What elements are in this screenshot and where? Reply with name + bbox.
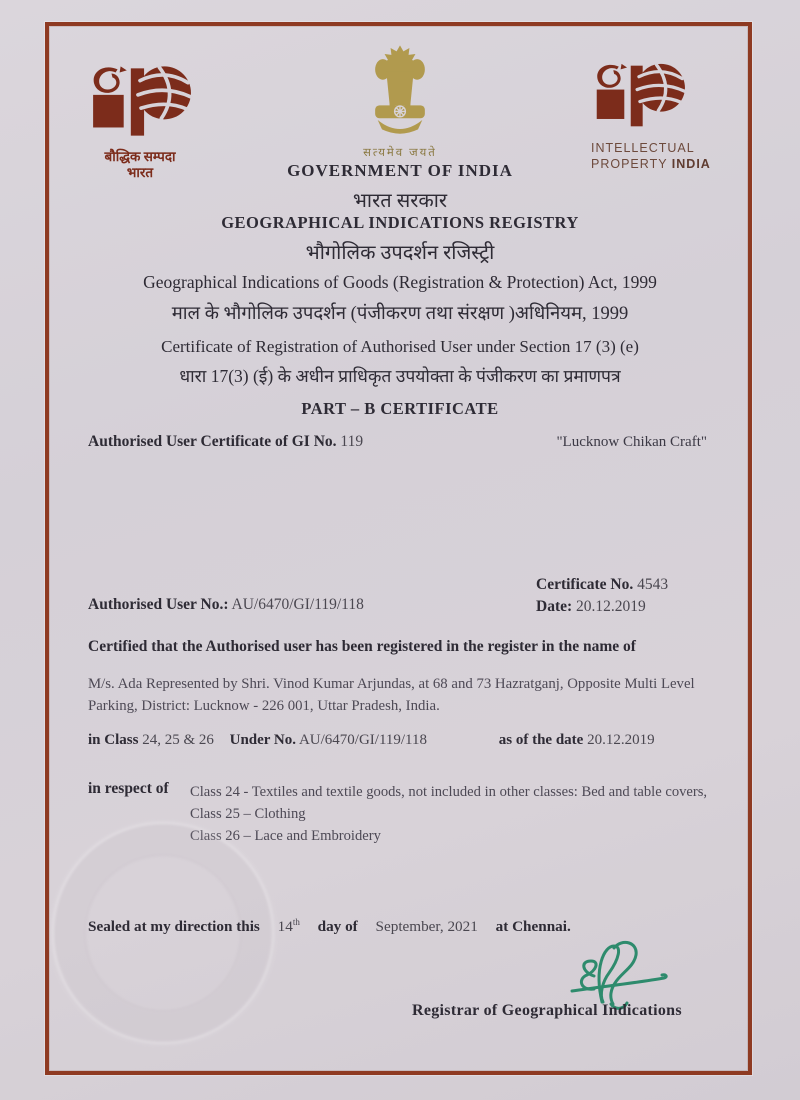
ip-india-logo-right bbox=[591, 62, 741, 172]
day-number: 14 bbox=[277, 918, 293, 936]
as-of-date-value: 20.12.2019 bbox=[587, 732, 655, 748]
sealed-at-direction-line bbox=[88, 917, 571, 936]
sealed-label: Sealed at my direction this bbox=[88, 918, 260, 936]
date-line bbox=[536, 596, 668, 618]
under-no-value: AU/6470/GI/119/118 bbox=[298, 732, 428, 748]
government-of-india-title-hindi: भारत सरकार bbox=[352, 190, 448, 212]
ip-india-left-caption bbox=[74, 149, 206, 180]
class-registration-line bbox=[88, 732, 655, 749]
ashoka-emblem-icon bbox=[356, 125, 444, 142]
emblem-motto: सत्यमेव जयते bbox=[363, 147, 437, 159]
gi-registry-title: GEOGRAPHICAL INDICATIONS REGISTRY bbox=[221, 213, 579, 232]
part-b-certificate-title: PART – B CERTIFICATE bbox=[301, 399, 499, 418]
gi-number-value: 119 bbox=[340, 433, 364, 450]
gi-number-label: Authorised User Certificate of GI No. bbox=[88, 433, 337, 450]
authorised-user-no-line bbox=[88, 596, 364, 614]
certificate-title-hindi: धारा 17(3) (ई) के अधीन प्राधिकृत उपयोक्ता के पंजीकरण का प्रमाणपत्र bbox=[179, 366, 621, 386]
caption-property: PROPERTY bbox=[591, 156, 668, 171]
registrar-title: Registrar of Geographical Indications bbox=[412, 1002, 682, 1019]
ip-logo-icon bbox=[591, 117, 687, 134]
gi-number-line bbox=[88, 433, 363, 451]
caption-line-2: भारत bbox=[126, 164, 154, 180]
government-of-india-title: GOVERNMENT OF INDIA bbox=[287, 161, 513, 180]
day-value bbox=[278, 918, 300, 935]
authorised-user-no-value: AU/6470/GI/119/118 bbox=[231, 596, 364, 613]
ip-india-right-caption bbox=[591, 141, 741, 172]
act-title-hindi: माल के भौगोलिक उपदर्शन (पंजीकरण तथा संरक्षण )अधिनियम, 1999 bbox=[171, 304, 629, 324]
ip-india-logo-left bbox=[74, 64, 206, 180]
date-value: 20.12.2019 bbox=[576, 597, 646, 615]
certificate-no-label: Certificate No. bbox=[536, 576, 634, 593]
class-item: Class 25 – Clothing bbox=[190, 806, 306, 823]
caption-line-1: INTELLECTUAL bbox=[591, 141, 695, 155]
caption-line-2 bbox=[591, 157, 741, 173]
at-place-label: at Chennai. bbox=[495, 918, 571, 936]
date-label: Date: bbox=[536, 597, 573, 615]
certificate-title: Certificate of Registration of Authorised User under Section 17 (3) (e) bbox=[161, 337, 639, 356]
as-of-date-label: as of the date bbox=[498, 732, 584, 748]
in-class-value: 24, 25 & 26 bbox=[142, 732, 214, 748]
certificate-no-value: 4543 bbox=[637, 576, 669, 593]
certified-statement: Certified that the Authorised user has been registered in the register in the name of bbox=[88, 638, 636, 655]
certificate-no-block bbox=[536, 574, 668, 617]
gi-product-name: "Lucknow Chikan Craft" bbox=[556, 434, 707, 450]
certificate-no-line bbox=[536, 574, 668, 596]
act-title: Geographical Indications of Goods (Registration & Protection) Act, 1999 bbox=[143, 272, 657, 292]
ip-logo-icon bbox=[87, 127, 193, 144]
class-list bbox=[190, 781, 718, 848]
class-item: Class 24 - Textiles and textile goods, not included in other classes: Bed and table covers, bbox=[190, 784, 708, 800]
gi-registry-title-hindi: भौगोलिक उपदर्शन रजिस्ट्री bbox=[305, 242, 495, 264]
in-respect-of-label: in respect of bbox=[88, 780, 169, 797]
month-year-value: September, 2021 bbox=[375, 918, 478, 936]
authorised-user-no-label: Authorised User No.: bbox=[88, 596, 229, 613]
day-suffix: th bbox=[292, 917, 300, 927]
class-item: Class 26 – Lace and Embroidery bbox=[190, 828, 381, 845]
caption-india: INDIA bbox=[671, 156, 711, 171]
in-class-label: in Class bbox=[88, 732, 139, 748]
day-of-label: day of bbox=[317, 918, 358, 936]
under-no-label: Under No. bbox=[229, 732, 297, 748]
caption-line-1: बौद्धिक सम्पदा bbox=[104, 149, 176, 164]
national-emblem bbox=[356, 42, 444, 160]
holder-paragraph: M/s. Ada Represented by Shri. Vinod Kumar Arjundas, at 68 and 73 Hazratganj, Opposite Multi Level Parking, District: Lucknow - 226 001, Uttar Pradesh, India. bbox=[88, 676, 695, 715]
